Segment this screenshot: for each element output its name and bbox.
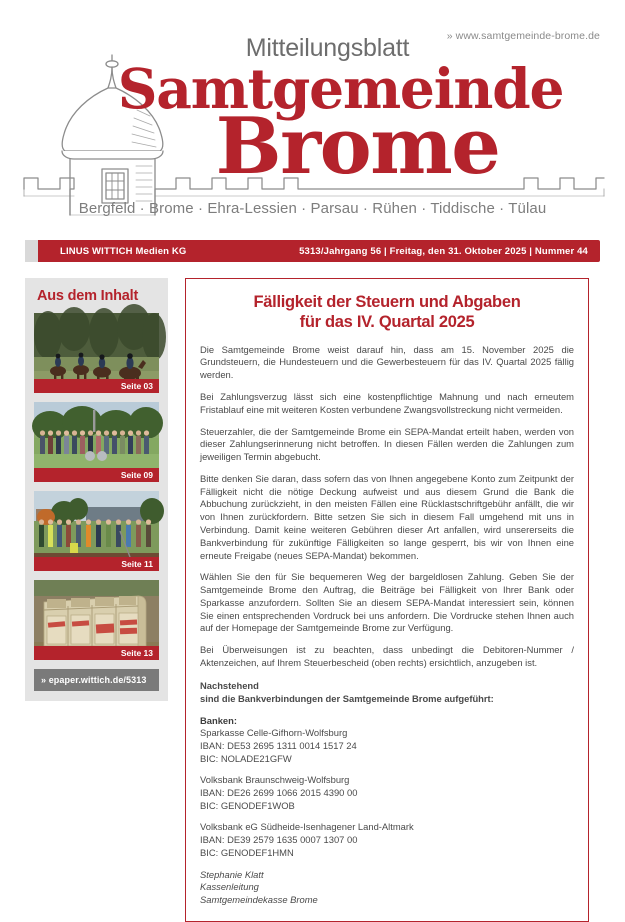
bank-entry <box>200 774 574 812</box>
article-paragraph: Steuerzahler, die der Samtgemeinde Brome ein SEPA-Mandat erteilt haben, werden von dieser Zahlungserinnerung nicht betroffen. In diesen Fällen werden die Zahlungen zum jeweiligen Termin abgebucht. <box>200 425 574 463</box>
bank-entry <box>200 727 574 765</box>
bank-bic: BIC: GENODEF1HMN <box>200 846 294 858</box>
article-paragraph: Die Samtgemeinde Brome weist darauf hin, dass am 15. November 2025 die Grundsteuern, die Hundesteuern und die Gewerbesteuern für das IV. Quartal 2025 fällig werden. <box>200 343 574 381</box>
article-paragraph: Wählen Sie den für Sie bequemeren Weg der bargeldlosen Zahlung. Geben Sie der Samtgemeinde Brome den Auftrag, die Beiträge bei Fälligkeit von Ihrer Bank oder Sparkasse anzufordern. Sollten Sie an diesem SEPA-Mandat interessiert sein, können Sie einen entsprechenden Vordruck bei uns anfordern. Die Vordrucke stehen Ihnen auch auf der Homepage der Samtgemeinde Brome zur Verfügung. <box>200 571 574 634</box>
bank-notice <box>200 680 574 706</box>
toc-thumbnail-seite-09[interactable] <box>34 402 159 482</box>
bank-bic: BIC: GENODEF1WOB <box>200 799 295 811</box>
toc-thumbnail-seite-11[interactable] <box>34 491 159 571</box>
masthead-title-line1: Samtgemeinde <box>117 56 564 121</box>
epaper-link-label: » epaper.wittich.de/5313 <box>41 675 147 685</box>
signature-office: Samtgemeindekasse Brome <box>200 893 318 905</box>
bank-name: Sparkasse Celle-Gifhorn-Wolfsburg <box>200 727 348 739</box>
bank-notice-line1: Nachstehend <box>200 679 259 691</box>
sidebar-heading: Aus dem Inhalt <box>37 288 139 304</box>
article-title-line2: für das IV. Quartal 2025 <box>299 312 475 331</box>
castle-tower-logo <box>24 38 604 193</box>
publisher-name: LINUS WITTICH Medien KG <box>60 245 187 257</box>
website-url[interactable]: » www.samtgemeinde-brome.de <box>446 30 600 42</box>
toc-thumbnail-seite-03[interactable] <box>34 313 159 393</box>
signature-name: Stephanie Klatt <box>200 868 264 880</box>
municipality-list: Bergfeld · Brome · Ehra-Lessien · Parsau · Rühen · Tiddische · Tülau <box>78 200 547 217</box>
article-paragraph: Bei Überweisungen ist zu beachten, dass unbedingt die Debitoren-Nummer / Aktenzeichen, auf Ihrem Steuerbescheid (oben rechts) ersichtlich, anzugeben ist. <box>200 644 574 668</box>
masthead-kicker: Mitteilungsblatt <box>245 34 410 62</box>
bank-name: Volksbank eG Südheide-Isenhagener Land-Altmark <box>200 821 414 833</box>
main-article <box>185 278 589 922</box>
masthead-title-line2: Brome <box>215 100 500 192</box>
toc-caption: Seite 03 <box>34 379 159 393</box>
page-content <box>0 278 625 905</box>
toc-thumbnail-seite-13[interactable] <box>34 580 159 660</box>
issue-info-bar <box>0 240 625 262</box>
article-signature <box>200 869 574 907</box>
banks-heading: Banken: <box>200 715 237 727</box>
article-paragraph: Bei Zahlungsverzug lässt sich eine kostenpflichtige Mahnung und nach erneutem Fristablauf eine mit weiteren Kosten verbundene Zwangsvollstreckung nicht vermeiden. <box>200 390 574 415</box>
bank-bic: BIC: NOLADE21GFW <box>200 752 292 764</box>
masthead <box>0 0 625 232</box>
bank-notice-line2: sind die Bankverbindungen der Samtgemeinde Brome aufgeführt: <box>200 692 494 704</box>
issue-details: 5313/Jahrgang 56 | Freitag, den 31. Oktober 2025 | Nummer 44 <box>299 245 588 257</box>
bank-iban: IBAN: DE53 2695 1311 0014 1517 24 <box>200 740 357 752</box>
bank-iban: IBAN: DE26 2699 1066 2015 4390 00 <box>200 787 358 799</box>
toc-caption: Seite 11 <box>34 557 159 571</box>
article-paragraph: Bitte denken Sie daran, dass sofern das von Ihnen angegebene Konto zum Zeitpunkt der Fälligkeit nicht die nötige Deckung aufweist und aus diesem Grund die Bank die Abbuchung zurückzieht, in den meisten Fällen eine Rücklastschriftgebühr anfällt, die wir von Ihnen zurückfordern. Bitte setzen Sie sich in diesem Fall umgehend mit uns in Verbindung. Damit keine weiteren Gebühren dieser Art anfallen, wird unsererseits die Bankverbindung für zukünftige Fälligkeiten so lange gesperrt, bis wir von Ihnen eine erneute Freigabe (neues SEPA-Mandat) bekommen. <box>200 472 574 561</box>
epaper-link[interactable] <box>34 669 159 691</box>
table-of-contents-sidebar <box>25 278 168 701</box>
signature-role: Kassenleitung <box>200 881 259 893</box>
article-title-line1: Fälligkeit der Steuern und Abgaben <box>253 293 521 311</box>
bank-entry <box>200 821 574 859</box>
toc-caption: Seite 09 <box>34 468 159 482</box>
bank-iban: IBAN: DE39 2579 1635 0007 1307 00 <box>200 834 358 846</box>
toc-caption: Seite 13 <box>34 646 159 660</box>
bank-name: Volksbank Braunschweig-Wolfsburg <box>200 774 350 786</box>
article-title <box>200 293 574 333</box>
infobar-content <box>38 240 600 262</box>
